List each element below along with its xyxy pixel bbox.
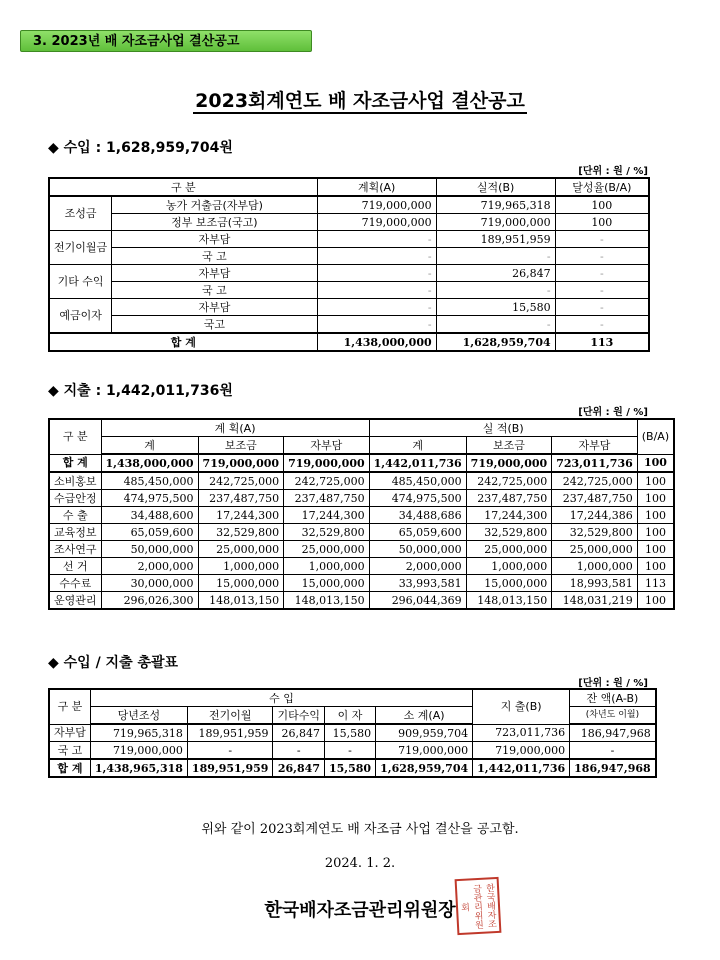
expense-col-actual: 실 적(B) [369,419,637,437]
summary-value: 1,442,011,736 [473,759,570,777]
table-row [49,541,674,558]
expense-value: 50,000,000 [101,541,198,558]
summary-col-income: 수 입 [90,689,472,707]
expense-subheader-row [49,437,674,455]
expense-category: 수수료 [49,575,101,592]
table-row [49,196,649,214]
table-row [49,472,674,490]
expense-value: 30,000,000 [101,575,198,592]
issuer-name: 한국배자조금관리위원장 [264,900,456,921]
date-text: 2024. 1. 2. [324,856,396,871]
summary-value: - [273,742,325,760]
income-total-actual: 1,628,959,704 [436,333,555,351]
table-row [49,282,649,299]
expense-rate: 113 [637,575,674,592]
expense-rate: 100 [637,454,674,472]
expense-header-row [49,419,674,437]
income-actual: - [436,248,555,265]
expense-rate: 100 [637,472,674,490]
summary-value: 719,000,000 [376,742,473,760]
income-plan: - [317,248,436,265]
official-seal [455,877,502,935]
income-actual: - [436,282,555,299]
expense-value: 25,000,000 [198,541,284,558]
expense-value: 50,000,000 [369,541,466,558]
expense-value: 34,488,600 [101,507,198,524]
table-row [49,524,674,541]
summary-value: 1,628,959,704 [376,759,473,777]
income-header-row [49,178,649,196]
expense-value: 237,487,750 [284,490,370,507]
expense-value: 237,487,750 [466,490,552,507]
expense-value: 1,000,000 [552,558,638,575]
expense-col-plan: 계 획(A) [101,419,369,437]
expense-body [49,454,674,609]
table-row [49,231,649,248]
income-sub: 자부담 [112,299,317,316]
table-row [49,316,649,334]
summary-value: 15,580 [324,724,375,742]
income-plan: - [317,316,436,334]
table-row [49,265,649,282]
notice-text: 위와 같이 2023회계연도 배 자조금 사업 결산을 공고함. [201,822,519,837]
summary-subcol: 기타수익 [273,707,325,725]
income-group: 조성금 [49,196,112,231]
expense-value: 15,000,000 [198,575,284,592]
expense-value: 148,013,150 [284,592,370,610]
income-plan: - [317,231,436,248]
summary-value: 1,438,965,318 [90,759,187,777]
expense-value: 237,487,750 [552,490,638,507]
expense-category: 수급안정 [49,490,101,507]
expense-value: 485,450,000 [369,472,466,490]
seal-text: 한국배자조금관리위원회 [458,882,497,929]
table-row [49,575,674,592]
expense-value: 1,000,000 [198,558,284,575]
summary-unit-label: [단위 : 원 / %] [578,678,648,689]
table-row [49,490,674,507]
expense-total-row [49,454,674,472]
table-row [49,592,674,610]
expense-value: 1,000,000 [284,558,370,575]
income-heading: ◆ 수입 : 1,628,959,704원 [48,140,233,156]
summary-body [49,724,656,777]
expense-value: 474,975,500 [101,490,198,507]
expense-value: 242,725,000 [284,472,370,490]
income-sub: 자부담 [112,265,317,282]
summary-value: 723,011,736 [473,724,570,742]
expense-value: 17,244,386 [552,507,638,524]
expense-value: 474,975,500 [369,490,466,507]
income-plan: - [317,282,436,299]
expense-value: 723,011,736 [552,454,638,472]
expense-value: 25,000,000 [284,541,370,558]
expense-value: 296,026,300 [101,592,198,610]
income-rate: 100 [555,214,649,231]
expense-value: 1,442,011,736 [369,454,466,472]
summary-value: - [187,742,273,760]
expense-value: 719,000,000 [198,454,284,472]
expense-value: 65,059,600 [101,524,198,541]
income-sub: 농가 거출금(자부담) [112,196,317,214]
summary-category: 국 고 [49,742,90,760]
income-actual: 15,580 [436,299,555,316]
income-actual: 719,965,318 [436,196,555,214]
expense-value: 296,044,369 [369,592,466,610]
table-row [49,299,649,316]
expense-subcol: 보조금 [198,437,284,455]
expense-category: 운영관리 [49,592,101,610]
expense-category: 교육정보 [49,524,101,541]
summary-value: - [570,742,656,760]
summary-subcol: 이 자 [324,707,375,725]
summary-value: 719,000,000 [473,742,570,760]
summary-col-balance: 잔 액(A-B) [570,689,656,707]
expense-value: 242,725,000 [552,472,638,490]
summary-subcol: 당년조성 [90,707,187,725]
summary-category: 합 계 [49,759,90,777]
expense-value: 242,725,000 [466,472,552,490]
income-sub: 자부담 [112,231,317,248]
summary-value: 26,847 [273,759,325,777]
expense-rate: 100 [637,541,674,558]
income-total-label: 합 계 [49,333,317,351]
income-group: 전기이월금 [49,231,112,265]
page-title-text: 2023회계연도 배 자조금사업 결산공고 [195,90,525,112]
summary-header-row [49,689,656,707]
table-row [49,742,656,760]
expense-value: 148,013,150 [198,592,284,610]
expense-value: 32,529,800 [552,524,638,541]
expense-category: 합 계 [49,454,101,472]
income-actual: 189,951,959 [436,231,555,248]
expense-subcol: 자부담 [284,437,370,455]
summary-value: 909,959,704 [376,724,473,742]
expense-value: 32,529,800 [198,524,284,541]
summary-value: 719,000,000 [90,742,187,760]
expense-rate: 100 [637,524,674,541]
expense-rate: 100 [637,507,674,524]
expense-value: 17,244,300 [284,507,370,524]
expense-value: 25,000,000 [466,541,552,558]
summary-value: - [324,742,375,760]
table-row [49,214,649,231]
summary-col-balance-note: (차년도 이월) [570,707,656,725]
expense-rate: 100 [637,558,674,575]
summary-col-category: 구 분 [49,689,90,724]
income-total-rate: 113 [555,333,649,351]
expense-value: 719,000,000 [466,454,552,472]
expense-category: 선 거 [49,558,101,575]
expense-category: 조사연구 [49,541,101,558]
expense-category: 수 출 [49,507,101,524]
income-col-category: 구 분 [49,178,317,196]
income-total-plan: 1,438,000,000 [317,333,436,351]
income-actual: - [436,316,555,334]
section-tag: 3. 2023년 배 자조금사업 결산공고 [20,30,312,52]
expense-subcol: 자부담 [552,437,638,455]
expense-value: 32,529,800 [284,524,370,541]
expense-value: 32,529,800 [466,524,552,541]
expense-value: 485,450,000 [101,472,198,490]
summary-col-expense: 지 출(B) [473,689,570,724]
income-sub: 정부 보조금(국고) [112,214,317,231]
expense-value: 15,000,000 [284,575,370,592]
income-total-row [49,333,649,351]
income-col-rate: 달성율(B/A) [555,178,649,196]
table-row [49,248,649,265]
expense-value: 34,488,686 [369,507,466,524]
income-actual: 719,000,000 [436,214,555,231]
income-sub: 국 고 [112,282,317,299]
income-rate: - [555,316,649,334]
income-rate: - [555,248,649,265]
income-plan: 719,000,000 [317,196,436,214]
income-rate: 100 [555,196,649,214]
income-actual: 26,847 [436,265,555,282]
expense-value: 1,438,000,000 [101,454,198,472]
income-rate: - [555,265,649,282]
expense-rate: 100 [637,490,674,507]
income-group: 예금이자 [49,299,112,334]
income-rate: - [555,231,649,248]
expense-value: 719,000,000 [284,454,370,472]
summary-value: 26,847 [273,724,325,742]
expense-value: 18,993,581 [552,575,638,592]
income-group: 기타 수익 [49,265,112,299]
table-row [49,507,674,524]
expense-value: 237,487,750 [198,490,284,507]
summary-subcol: 전기이월 [187,707,273,725]
income-plan: 719,000,000 [317,214,436,231]
expense-value: 17,244,300 [198,507,284,524]
expense-col-category: 구 분 [49,419,101,454]
income-sub: 국 고 [112,248,317,265]
summary-value: 189,951,959 [187,759,273,777]
table-row [49,558,674,575]
income-plan: - [317,265,436,282]
expense-unit-label: [단위 : 원 / %] [578,407,648,418]
income-table [48,177,650,352]
expense-category: 소비홍보 [49,472,101,490]
expense-value: 65,059,600 [369,524,466,541]
income-rate: - [555,299,649,316]
expense-subcol: 계 [369,437,466,455]
expense-value: 1,000,000 [466,558,552,575]
expense-rate: 100 [637,592,674,610]
income-col-plan: 계획(A) [317,178,436,196]
expense-value: 2,000,000 [101,558,198,575]
expense-value: 17,244,300 [466,507,552,524]
summary-total-row [49,759,656,777]
income-sub: 국고 [112,316,317,334]
table-row [49,724,656,742]
expense-value: 148,031,219 [552,592,638,610]
expense-subcol: 보조금 [466,437,552,455]
income-unit-label: [단위 : 원 / %] [578,166,648,177]
expense-heading: ◆ 지출 : 1,442,011,736원 [48,383,233,399]
expense-value: 15,000,000 [466,575,552,592]
page-title [0,86,720,113]
summary-value: 186,947,968 [570,724,656,742]
summary-subcol: 소 계(A) [376,707,473,725]
summary-table [48,688,657,778]
expense-value: 242,725,000 [198,472,284,490]
expense-table [48,418,675,610]
expense-col-rate: (B/A) [637,419,674,454]
summary-value: 189,951,959 [187,724,273,742]
expense-value: 25,000,000 [552,541,638,558]
summary-category: 자부담 [49,724,90,742]
summary-heading: ◆ 수입 / 지출 총괄표 [48,655,179,671]
summary-value: 186,947,968 [570,759,656,777]
expense-value: 33,993,581 [369,575,466,592]
summary-value: 15,580 [324,759,375,777]
expense-value: 148,013,150 [466,592,552,610]
expense-value: 2,000,000 [369,558,466,575]
expense-subcol: 계 [101,437,198,455]
income-rate: - [555,282,649,299]
income-plan: - [317,299,436,316]
summary-value: 719,965,318 [90,724,187,742]
income-col-actual: 실적(B) [436,178,555,196]
